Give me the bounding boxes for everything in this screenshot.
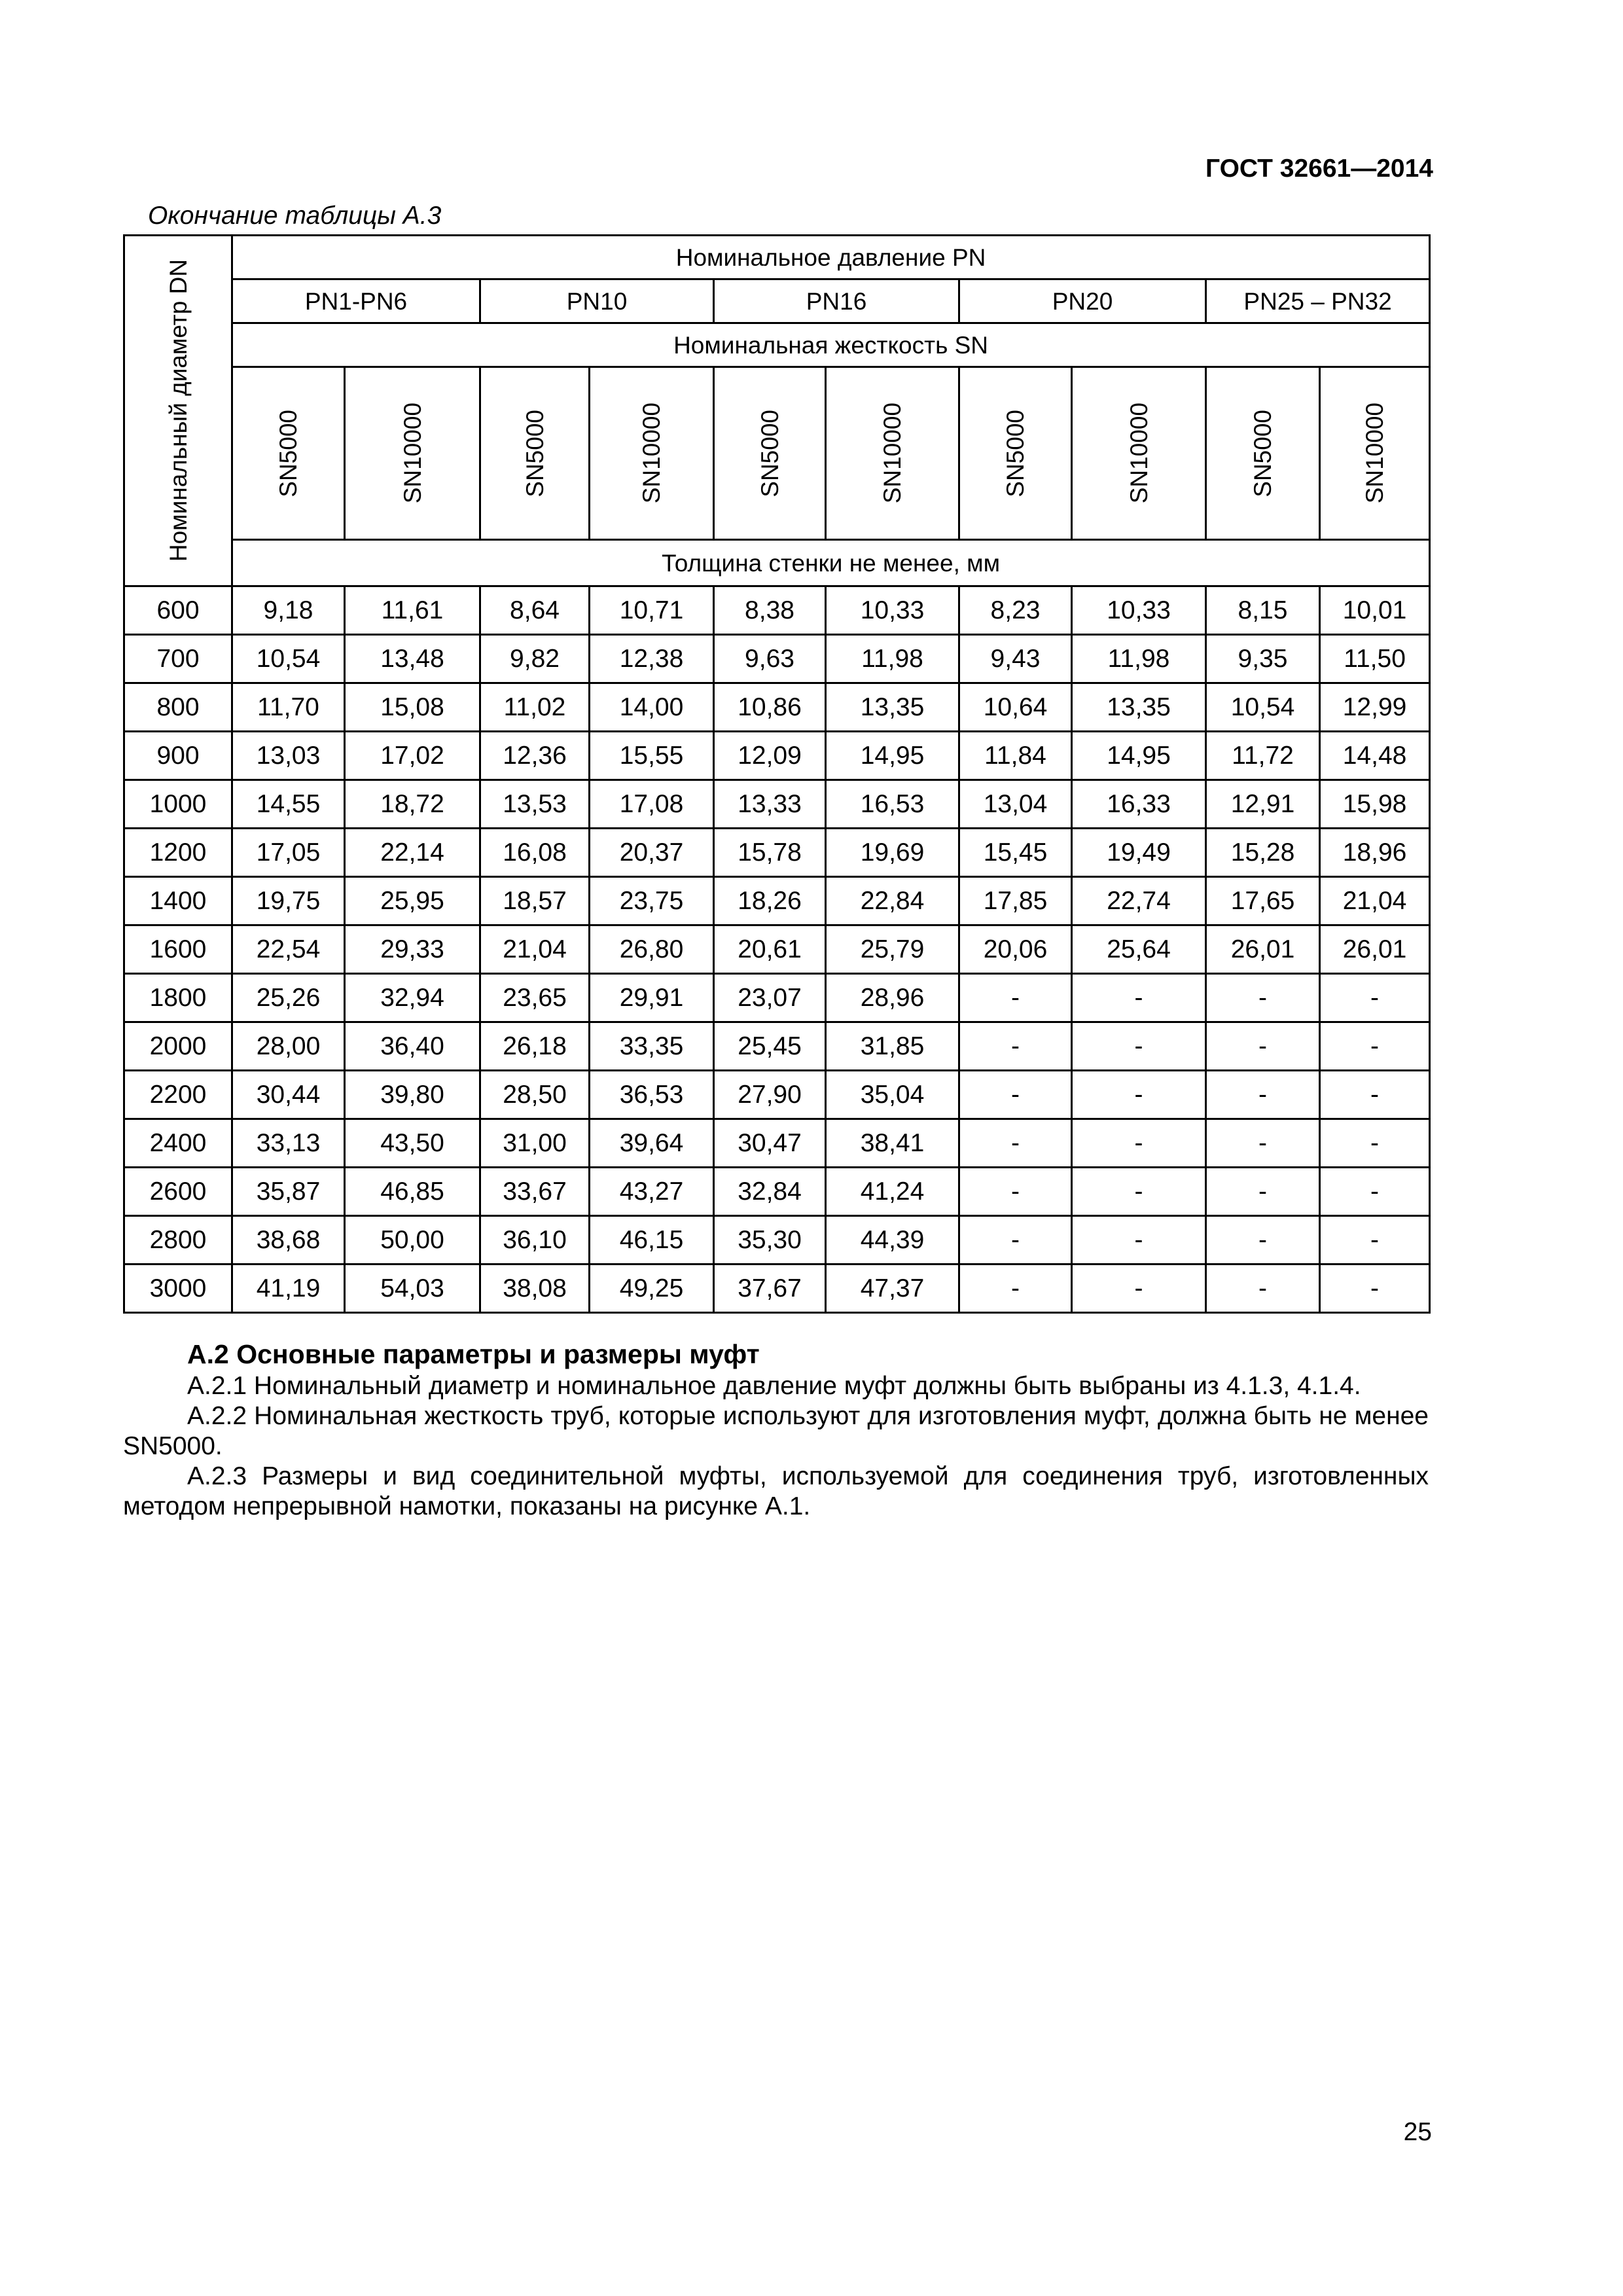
thickness-cell: 8,38 <box>714 586 826 635</box>
thickness-cell: - <box>1320 1022 1430 1071</box>
table-row <box>124 974 1430 1022</box>
thickness-cell: 11,98 <box>1072 635 1206 683</box>
table-row <box>124 1265 1430 1313</box>
page-number: 25 <box>1403 2118 1432 2146</box>
thickness-cell: 10,54 <box>1206 683 1320 732</box>
thickness-cell: 33,13 <box>232 1119 345 1168</box>
thickness-cell: 9,18 <box>232 586 345 635</box>
stiffness-class-label: SN5000 <box>1002 409 1029 497</box>
thickness-cell: 9,63 <box>714 635 826 683</box>
stiffness-class-label: SN5000 <box>1249 409 1276 497</box>
stiffness-class-label: SN10000 <box>638 403 665 504</box>
thickness-cell: 23,75 <box>590 877 714 925</box>
thickness-cell: 38,41 <box>826 1119 959 1168</box>
stiffness-class-cell <box>826 367 959 540</box>
thickness-cell: - <box>1206 1119 1320 1168</box>
table-row <box>124 683 1430 732</box>
pressure-group: PN16 <box>714 279 959 323</box>
thickness-cell: 16,08 <box>480 829 590 877</box>
thickness-cell: 36,10 <box>480 1216 590 1265</box>
diameter-cell: 800 <box>124 683 232 732</box>
thickness-cell: 15,55 <box>590 732 714 780</box>
thickness-cell: 17,02 <box>345 732 480 780</box>
thickness-cell: 17,08 <box>590 780 714 829</box>
diameter-cell: 3000 <box>124 1265 232 1313</box>
thickness-cell: 11,50 <box>1320 635 1430 683</box>
thickness-cell: - <box>1072 1119 1206 1168</box>
thickness-cell: 19,69 <box>826 829 959 877</box>
thickness-cell: 28,96 <box>826 974 959 1022</box>
thickness-cell: 36,40 <box>345 1022 480 1071</box>
thickness-cell: 13,48 <box>345 635 480 683</box>
thickness-cell: 13,04 <box>959 780 1072 829</box>
thickness-cell: 49,25 <box>590 1265 714 1313</box>
thickness-cell: 17,85 <box>959 877 1072 925</box>
thickness-cell: 43,27 <box>590 1168 714 1216</box>
thickness-cell: 26,80 <box>590 925 714 974</box>
thickness-cell: - <box>1320 1265 1430 1313</box>
thickness-cell: 14,95 <box>826 732 959 780</box>
table-row <box>124 780 1430 829</box>
diameter-cell: 2000 <box>124 1022 232 1071</box>
thickness-cell: 32,94 <box>345 974 480 1022</box>
thickness-cell: 30,44 <box>232 1071 345 1119</box>
thickness-cell: 13,35 <box>1072 683 1206 732</box>
wall-thickness-header: Толщина стенки не менее, мм <box>232 540 1430 586</box>
diameter-cell: 2600 <box>124 1168 232 1216</box>
thickness-cell: 18,96 <box>1320 829 1430 877</box>
thickness-cell: 35,04 <box>826 1071 959 1119</box>
diameter-cell: 1600 <box>124 925 232 974</box>
thickness-cell: 17,65 <box>1206 877 1320 925</box>
thickness-cell: 20,61 <box>714 925 826 974</box>
thickness-cell: 23,65 <box>480 974 590 1022</box>
diameter-cell: 2800 <box>124 1216 232 1265</box>
stiffness-class-cell <box>345 367 480 540</box>
thickness-cell: - <box>1206 1071 1320 1119</box>
stiffness-class-cell <box>959 367 1072 540</box>
thickness-cell: 15,28 <box>1206 829 1320 877</box>
stiffness-class-cell <box>232 367 345 540</box>
thickness-cell: 14,00 <box>590 683 714 732</box>
diameter-cell: 1800 <box>124 974 232 1022</box>
stiffness-class-cell <box>714 367 826 540</box>
thickness-cell: 11,70 <box>232 683 345 732</box>
thickness-cell: 54,03 <box>345 1265 480 1313</box>
thickness-cell: 8,23 <box>959 586 1072 635</box>
table-row <box>124 1071 1430 1119</box>
table-header <box>124 236 1430 586</box>
thickness-cell: 15,45 <box>959 829 1072 877</box>
thickness-cell: 31,85 <box>826 1022 959 1071</box>
thickness-cell: 11,98 <box>826 635 959 683</box>
thickness-cell: 28,00 <box>232 1022 345 1071</box>
stiffness-class-label: SN5000 <box>756 409 783 497</box>
thickness-cell: 11,84 <box>959 732 1072 780</box>
thickness-cell: - <box>1320 1216 1430 1265</box>
table-row <box>124 925 1430 974</box>
thickness-cell: 11,72 <box>1206 732 1320 780</box>
stiffness-class-label: SN5000 <box>275 409 302 497</box>
thickness-cell: 12,09 <box>714 732 826 780</box>
thickness-cell: - <box>1206 1168 1320 1216</box>
thickness-cell: 14,48 <box>1320 732 1430 780</box>
diameter-cell: 2200 <box>124 1071 232 1119</box>
thickness-cell: 11,61 <box>345 586 480 635</box>
thickness-cell: 12,38 <box>590 635 714 683</box>
diameter-cell: 600 <box>124 586 232 635</box>
diameter-cell: 1000 <box>124 780 232 829</box>
thickness-cell: 18,57 <box>480 877 590 925</box>
stiffness-class-cell <box>1206 367 1320 540</box>
thickness-cell: 20,06 <box>959 925 1072 974</box>
row-header-label: Номинальный диаметр DN <box>164 259 192 562</box>
document-code: ГОСТ 32661—2014 <box>1205 154 1433 183</box>
table-row <box>124 1216 1430 1265</box>
thickness-cell: 41,19 <box>232 1265 345 1313</box>
thickness-cell: 10,86 <box>714 683 826 732</box>
thickness-cell: 29,91 <box>590 974 714 1022</box>
thickness-cell: - <box>1206 974 1320 1022</box>
thickness-cell: 12,99 <box>1320 683 1430 732</box>
thickness-cell: - <box>1072 1022 1206 1071</box>
thickness-cell: 33,67 <box>480 1168 590 1216</box>
thickness-cell: - <box>1072 1216 1206 1265</box>
thickness-cell: 13,53 <box>480 780 590 829</box>
pressure-group: PN10 <box>480 279 714 323</box>
thickness-cell: 28,50 <box>480 1071 590 1119</box>
thickness-cell: 11,02 <box>480 683 590 732</box>
thickness-cell: 39,64 <box>590 1119 714 1168</box>
thickness-cell: 21,04 <box>1320 877 1430 925</box>
row-header-cell <box>124 236 232 586</box>
thickness-cell: - <box>1206 1022 1320 1071</box>
thickness-cell: 16,33 <box>1072 780 1206 829</box>
thickness-cell: 25,64 <box>1072 925 1206 974</box>
stiffness-class-cell <box>1320 367 1430 540</box>
thickness-cell: - <box>1206 1216 1320 1265</box>
diameter-cell: 1200 <box>124 829 232 877</box>
thickness-cell: 50,00 <box>345 1216 480 1265</box>
thickness-cell: - <box>1320 1168 1430 1216</box>
stiffness-class-label: SN10000 <box>1361 403 1389 504</box>
thickness-cell: 39,80 <box>345 1071 480 1119</box>
thickness-cell: 10,64 <box>959 683 1072 732</box>
thickness-cell: 37,67 <box>714 1265 826 1313</box>
thickness-cell: 44,39 <box>826 1216 959 1265</box>
thickness-cell: 41,24 <box>826 1168 959 1216</box>
stiffness-class-label: SN10000 <box>1125 403 1152 504</box>
thickness-cell: 36,53 <box>590 1071 714 1119</box>
thickness-cell: 27,90 <box>714 1071 826 1119</box>
thickness-cell: - <box>959 1265 1072 1313</box>
diameter-cell: 900 <box>124 732 232 780</box>
thickness-cell: - <box>1072 974 1206 1022</box>
table-row <box>124 1119 1430 1168</box>
table-row <box>124 829 1430 877</box>
thickness-cell: 23,07 <box>714 974 826 1022</box>
stiffness-class-cell <box>480 367 590 540</box>
paragraph-a-2-2: А.2.2 Номинальная жесткость труб, которые используют для изготовления муфт, должна быть не менее SN5000. <box>123 1402 1429 1460</box>
thickness-cell: 25,26 <box>232 974 345 1022</box>
table-caption: Окончание таблицы А.3 <box>148 202 442 230</box>
thickness-cell: - <box>1320 1071 1430 1119</box>
thickness-cell: 21,04 <box>480 925 590 974</box>
thickness-cell: 15,98 <box>1320 780 1430 829</box>
diameter-cell: 700 <box>124 635 232 683</box>
thickness-cell: - <box>1206 1265 1320 1313</box>
diameter-cell: 1400 <box>124 877 232 925</box>
thickness-cell: 18,26 <box>714 877 826 925</box>
thickness-cell: 8,64 <box>480 586 590 635</box>
thickness-cell: - <box>1072 1071 1206 1119</box>
thickness-cell: 47,37 <box>826 1265 959 1313</box>
thickness-cell: 15,78 <box>714 829 826 877</box>
thickness-cell: 25,79 <box>826 925 959 974</box>
paragraph-a-2-1: А.2.1 Номинальный диаметр и номинальное давление муфт должны быть выбраны из 4.1.3, 4.1.4. <box>187 1372 1361 1400</box>
pressure-header: Номинальное давление PN <box>232 236 1430 279</box>
thickness-cell: 14,95 <box>1072 732 1206 780</box>
thickness-cell: 26,01 <box>1320 925 1430 974</box>
stiffness-class-cell <box>590 367 714 540</box>
thickness-cell: 20,37 <box>590 829 714 877</box>
thickness-cell: 10,01 <box>1320 586 1430 635</box>
thickness-cell: 16,53 <box>826 780 959 829</box>
thickness-cell: 35,87 <box>232 1168 345 1216</box>
table-row <box>124 586 1430 635</box>
table-row <box>124 1022 1430 1071</box>
thickness-cell: - <box>959 1022 1072 1071</box>
pressure-group: PN20 <box>959 279 1206 323</box>
section-title: А.2 Основные параметры и размеры муфт <box>187 1339 760 1369</box>
thickness-cell: 9,82 <box>480 635 590 683</box>
thickness-cell: 8,15 <box>1206 586 1320 635</box>
thickness-cell: 15,08 <box>345 683 480 732</box>
thickness-cell: 30,47 <box>714 1119 826 1168</box>
thickness-cell: 35,30 <box>714 1216 826 1265</box>
thickness-cell: - <box>1320 1119 1430 1168</box>
thickness-cell: 9,35 <box>1206 635 1320 683</box>
thickness-cell: 43,50 <box>345 1119 480 1168</box>
stiffness-class-row <box>124 367 1430 540</box>
thickness-cell: 18,72 <box>345 780 480 829</box>
thickness-cell: - <box>959 1071 1072 1119</box>
thickness-cell: 12,36 <box>480 732 590 780</box>
thickness-cell: 46,85 <box>345 1168 480 1216</box>
thickness-cell: 25,45 <box>714 1022 826 1071</box>
diameter-cell: 2400 <box>124 1119 232 1168</box>
table-row <box>124 732 1430 780</box>
thickness-cell: 13,03 <box>232 732 345 780</box>
thickness-cell: 33,35 <box>590 1022 714 1071</box>
thickness-cell: 29,33 <box>345 925 480 974</box>
thickness-cell: 19,75 <box>232 877 345 925</box>
thickness-cell: 22,84 <box>826 877 959 925</box>
thickness-cell: 13,35 <box>826 683 959 732</box>
thickness-cell: 38,08 <box>480 1265 590 1313</box>
thickness-cell: 14,55 <box>232 780 345 829</box>
thickness-cell: 22,74 <box>1072 877 1206 925</box>
thickness-cell: 12,91 <box>1206 780 1320 829</box>
pressure-group: PN1-PN6 <box>232 279 480 323</box>
stiffness-class-label: SN10000 <box>399 403 426 504</box>
thickness-cell: - <box>959 1168 1072 1216</box>
thickness-cell: 19,49 <box>1072 829 1206 877</box>
thickness-cell: - <box>1072 1265 1206 1313</box>
stiffness-class-cell <box>1072 367 1206 540</box>
table-row <box>124 877 1430 925</box>
stiffness-header: Номинальная жесткость SN <box>232 323 1430 367</box>
stiffness-class-label: SN5000 <box>521 409 548 497</box>
thickness-cell: - <box>1072 1168 1206 1216</box>
thickness-cell: - <box>959 1216 1072 1265</box>
thickness-cell: 25,95 <box>345 877 480 925</box>
table-body <box>124 586 1430 1313</box>
thickness-cell: 10,33 <box>1072 586 1206 635</box>
stiffness-class-label: SN10000 <box>879 403 906 504</box>
thickness-cell: 9,43 <box>959 635 1072 683</box>
thickness-cell: 32,84 <box>714 1168 826 1216</box>
thickness-cell: 26,01 <box>1206 925 1320 974</box>
thickness-cell: - <box>959 974 1072 1022</box>
thickness-cell: 10,71 <box>590 586 714 635</box>
thickness-cell: 22,14 <box>345 829 480 877</box>
table-row <box>124 635 1430 683</box>
thickness-cell: - <box>959 1119 1072 1168</box>
thickness-cell: 22,54 <box>232 925 345 974</box>
table-row <box>124 1168 1430 1216</box>
pressure-group: PN25 – PN32 <box>1206 279 1430 323</box>
thickness-cell: 10,33 <box>826 586 959 635</box>
paragraph-a-2-3: А.2.3 Размеры и вид соединительной муфты, используемой для соединения труб, изготовленных методом непрерывной намотки, показаны на рисунке А.1. <box>123 1462 1429 1520</box>
thickness-cell: - <box>1320 974 1430 1022</box>
thickness-cell: 26,18 <box>480 1022 590 1071</box>
wall-thickness-table <box>123 234 1431 1314</box>
thickness-cell: 38,68 <box>232 1216 345 1265</box>
thickness-cell: 31,00 <box>480 1119 590 1168</box>
thickness-cell: 46,15 <box>590 1216 714 1265</box>
thickness-cell: 10,54 <box>232 635 345 683</box>
thickness-cell: 13,33 <box>714 780 826 829</box>
thickness-cell: 17,05 <box>232 829 345 877</box>
